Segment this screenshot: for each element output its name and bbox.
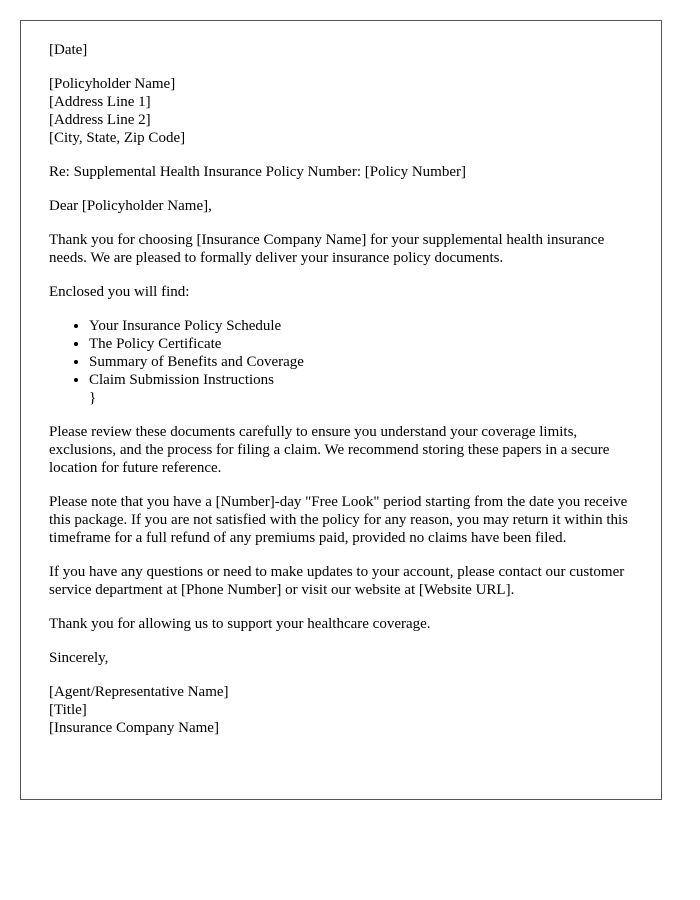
list-item: • Your Insurance Policy Schedule bbox=[89, 317, 633, 335]
recipient-address-line-2: [Address Line 2] bbox=[49, 112, 151, 128]
signature-name: [Agent/Representative Name] bbox=[49, 684, 229, 700]
salutation: Dear [Policyholder Name], bbox=[49, 198, 212, 214]
subject-line: Re: Supplemental Health Insurance Policy Number: [Policy Number] bbox=[49, 164, 466, 180]
closing: Sincerely, bbox=[49, 650, 109, 666]
recipient-address-line-1: [Address Line 1] bbox=[49, 94, 151, 110]
list-item: • The Policy Certificate bbox=[89, 335, 633, 353]
signature-company: [Insurance Company Name] bbox=[49, 720, 219, 736]
enclosed-intro: Enclosed you will find: bbox=[49, 284, 190, 300]
enclosures-list bbox=[49, 317, 633, 389]
intro-paragraph: Thank you for choosing [Insurance Company Name] for your supplemental health insurance needs. We are pleased to formally deliver your insurance policy documents. bbox=[49, 232, 605, 266]
letter-page bbox=[20, 20, 662, 800]
free-look-paragraph: Please note that you have a [Number]-day "Free Look" period starting from the date you receive this package. If you are not satisfied with the policy for any reason, you may return it within this timeframe for a full refund of any premiums paid, provided no claims have been filed. bbox=[49, 494, 629, 546]
signature-block bbox=[49, 683, 633, 737]
thanks-paragraph: Thank you for allowing us to support your healthcare coverage. bbox=[49, 616, 431, 632]
signature-title: [Title] bbox=[49, 702, 87, 718]
enclosures-block bbox=[49, 317, 633, 407]
letter-date: [Date] bbox=[49, 42, 88, 58]
list-item: • Claim Submission Instructions bbox=[89, 371, 633, 389]
contact-paragraph: If you have any questions or need to make updates to your account, please contact our customer service department at [Phone Number] or visit our website at [Website URL]. bbox=[49, 564, 625, 598]
recipient-name: [Policyholder Name] bbox=[49, 76, 176, 92]
list-item: • Summary of Benefits and Coverage bbox=[89, 353, 633, 371]
stray-brace: } bbox=[89, 390, 97, 406]
recipient-address-block bbox=[49, 75, 633, 147]
review-paragraph: Please review these documents carefully to ensure you understand your coverage limits, exclusions, and the process for filing a claim. We recommend storing these papers in a secure location for future reference. bbox=[49, 424, 610, 476]
recipient-city-state-zip: [City, State, Zip Code] bbox=[49, 130, 186, 146]
